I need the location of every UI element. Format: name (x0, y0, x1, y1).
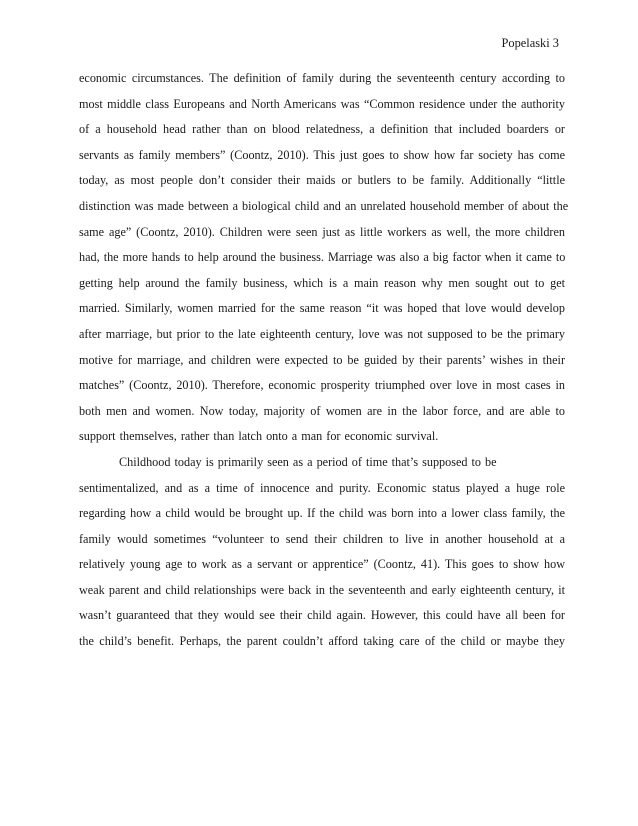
text-line: matches” (Coontz, 2010). Therefore, economic prosperity triumphed over love in most cases in (79, 378, 565, 393)
text-line: Childhood today is primarily seen as a period of time that’s supposed to be (119, 454, 497, 469)
text-line: same age” (Coontz, 2010). Children were seen just as little workers as well, the more children (79, 224, 565, 239)
text-line: weak parent and child relationships were back in the seventeenth and early eighteenth century, it (79, 582, 565, 597)
paragraph (79, 66, 569, 450)
text-line: support themselves, rather than latch onto a man for economic survival. (79, 429, 439, 444)
text-line: today, as most people don’t consider their maids or butlers to be family. Additionally “little (79, 173, 565, 188)
body-text (79, 66, 569, 655)
text-line: regarding how a child would be brought up. If the child was born into a lower class family, the (79, 506, 565, 521)
text-line: relatively young age to work as a servant or apprentice” (Coontz, 41). This goes to show how (79, 557, 565, 572)
text-line: distinction was made between a biological child and an unrelated household member of about the (79, 198, 569, 213)
text-line: wasn’t guaranteed that they would see their child again. However, this could have all been for (79, 608, 565, 623)
text-line: getting help around the family business, which is a main reason why men sought out to get (79, 275, 565, 290)
text-line: most middle class Europeans and North Americans was “Common residence under the authority (79, 96, 565, 111)
text-line: servants as family members” (Coontz, 2010). This just goes to show how far society has come (79, 147, 565, 162)
text-line: family would sometimes “volunteer to send their children to live in another household at a (79, 531, 565, 546)
paragraph (79, 450, 565, 655)
running-head: Popelaski 3 (501, 36, 559, 50)
text-line: the child’s benefit. Perhaps, the parent couldn’t afford taking care of the child or maybe they (79, 634, 565, 649)
text-line: sentimentalized, and as a time of innocence and purity. Economic status played a huge role (79, 480, 565, 495)
text-line: economic circumstances. The definition of family during the seventeenth century according to (79, 71, 565, 85)
text-line: married. Similarly, women married for the same reason “it was hoped that love would develop (79, 301, 565, 316)
text-line: both men and women. Now today, majority of women are in the labor force, and are able to (79, 403, 565, 418)
text-line: of a household head rather than on blood relatedness, a definition that included boarders or (79, 122, 565, 137)
text-line: had, the more hands to help around the business. Marriage was also a big factor when it came to (79, 250, 566, 265)
text-line: after marriage, but prior to the late eighteenth century, love was not supposed to be the primary (79, 326, 565, 341)
text-line: motive for marriage, and children were expected to be guided by their parents’ wishes in their (79, 352, 565, 367)
